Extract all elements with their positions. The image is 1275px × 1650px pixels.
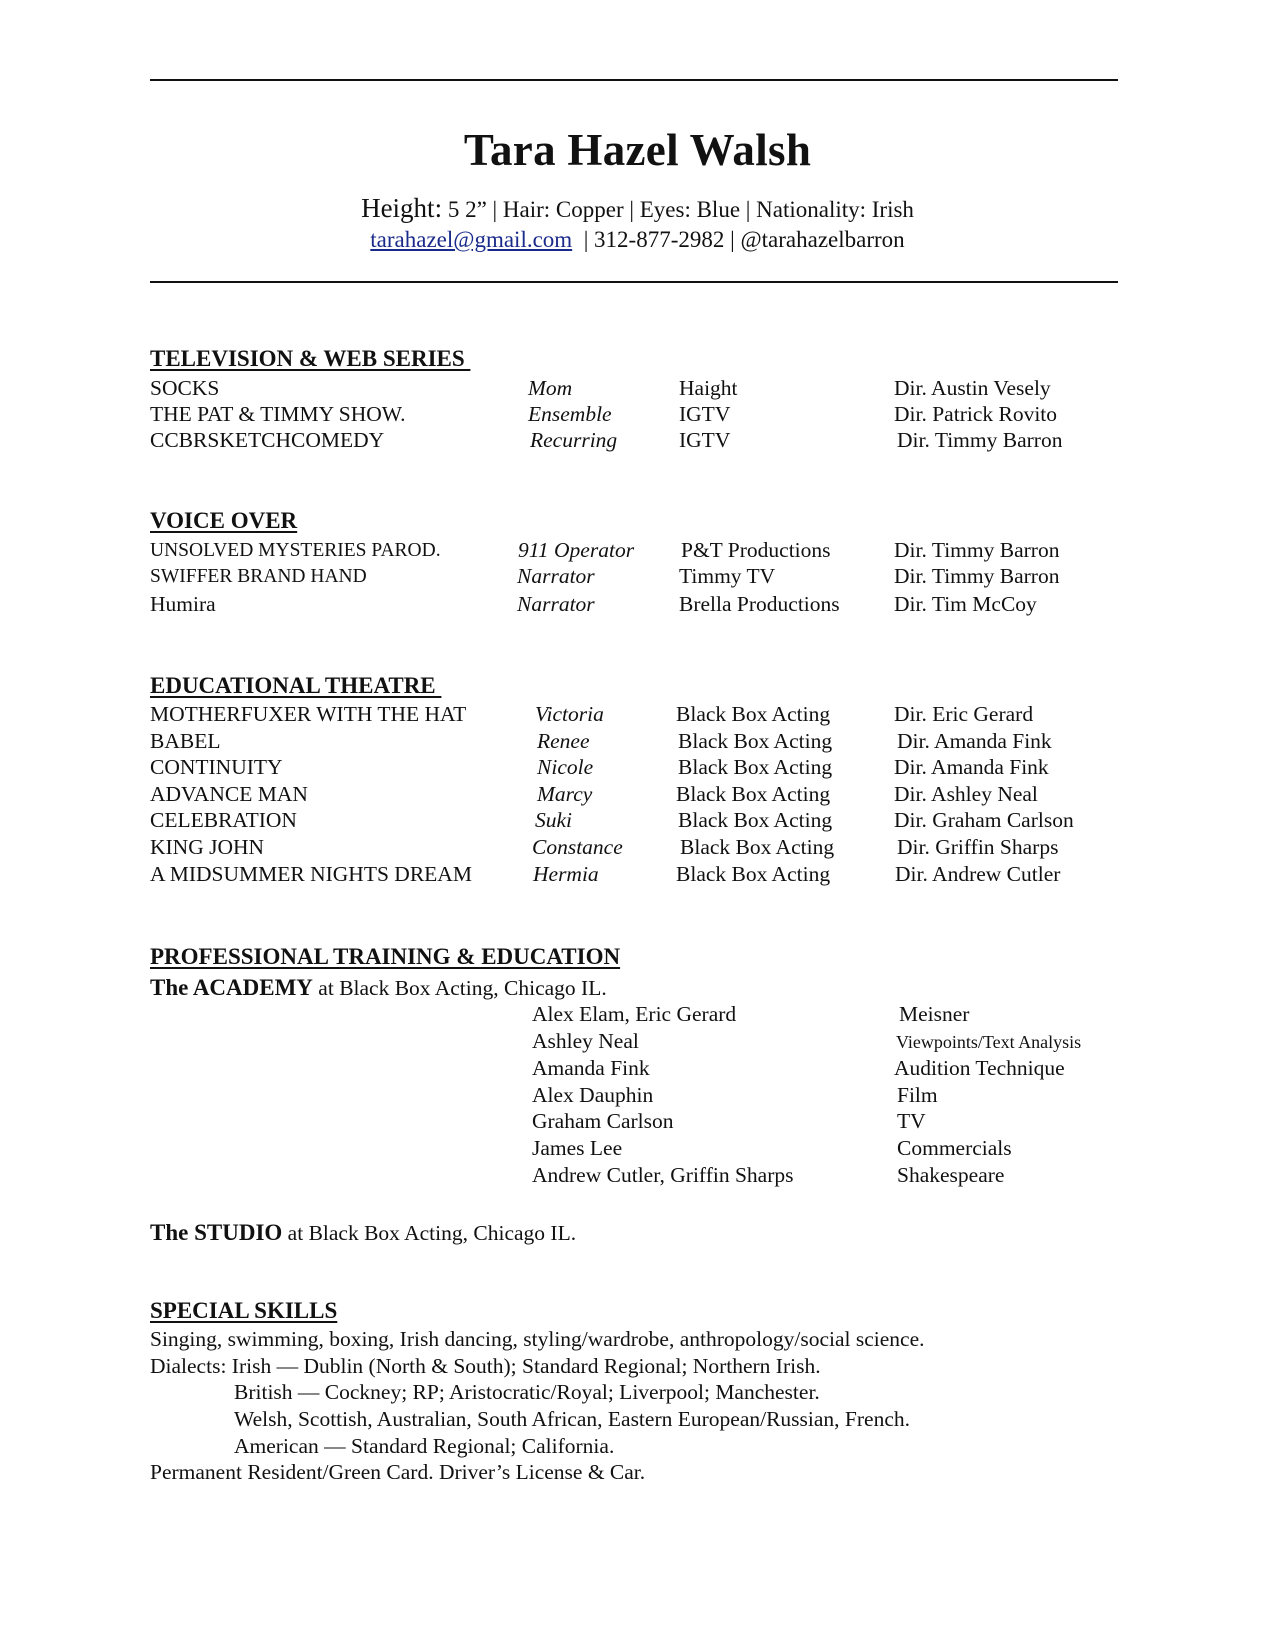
skills-line: Singing, swimming, boxing, Irish dancing, styling/wardrobe, anthropology/social science. — [150, 1327, 925, 1351]
training-teacher: Graham Carlson — [532, 1109, 674, 1133]
separator: | — [583, 227, 589, 252]
credit-role: Recurring — [530, 428, 618, 452]
skills-line: American — Standard Regional; California. — [234, 1434, 615, 1458]
training-teacher: Ashley Neal — [532, 1029, 639, 1053]
credit-role: Nicole — [537, 755, 594, 779]
training-subject: Meisner — [899, 1002, 970, 1026]
credit-role: Narrator — [517, 564, 595, 588]
credit-title: A MIDSUMMER NIGHTS DREAM — [150, 862, 472, 886]
skills-line: Permanent Resident/Green Card. Driver’s License & Car. — [150, 1460, 646, 1484]
studio-line — [150, 1221, 576, 1245]
academy-line — [150, 976, 607, 1000]
credit-role: Suki — [535, 808, 573, 832]
credit-company: P&T Productions — [681, 538, 831, 562]
credit-title: SOCKS — [150, 376, 220, 400]
top-rule — [150, 79, 1118, 81]
training-teacher: Andrew Cutler, Griffin Sharps — [532, 1163, 794, 1187]
skills-line: Welsh, Scottish, Australian, South African, Eastern European/Russian, French. — [234, 1407, 911, 1431]
separator: | — [745, 197, 751, 222]
hair-info: Hair: Copper — [502, 197, 624, 222]
credit-company: Black Box Acting — [678, 729, 833, 753]
credit-director: Dir. Ashley Neal — [894, 782, 1038, 806]
contact-info — [0, 227, 1275, 253]
credit-role: Marcy — [537, 782, 593, 806]
phone-number: 312-877-2982 — [594, 227, 725, 252]
credit-director: Dir. Griffin Sharps — [897, 835, 1059, 859]
television-heading: TELEVISION & WEB SERIES — [150, 346, 471, 371]
separator: | — [730, 227, 735, 252]
credit-role: 911 Operator — [518, 538, 635, 562]
credit-company: Black Box Acting — [676, 702, 831, 726]
credit-role: Mom — [528, 376, 573, 400]
credit-role: Constance — [532, 835, 623, 859]
credit-director: Dir. Austin Vesely — [894, 376, 1051, 400]
physical-stats — [0, 193, 1275, 224]
credit-director: Dir. Andrew Cutler — [895, 862, 1061, 886]
separator: | — [629, 197, 634, 222]
credit-company: Brella Productions — [679, 592, 840, 616]
training-heading: PROFESSIONAL TRAINING & EDUCATION — [150, 944, 621, 969]
credit-director: Dir. Eric Gerard — [894, 702, 1034, 726]
training-subject: TV — [897, 1109, 926, 1133]
credit-title: KING JOHN — [150, 835, 265, 859]
email-link[interactable]: tarahazel@gmail.com — [370, 227, 573, 252]
credit-company: Black Box Acting — [680, 835, 835, 859]
header-rule — [150, 281, 1118, 283]
height-label: Height: — [361, 193, 443, 223]
training-subject: Commercials — [897, 1136, 1012, 1160]
credit-company: IGTV — [679, 402, 731, 426]
credit-title: Humira — [150, 592, 216, 616]
credit-role: Renee — [537, 729, 590, 753]
voice-over-heading: VOICE OVER — [150, 508, 298, 533]
credit-company: Haight — [679, 376, 738, 400]
credit-role: Narrator — [517, 592, 595, 616]
academy-location: at Black Box Acting, Chicago IL. — [312, 976, 607, 1000]
credit-title: CELEBRATION — [150, 808, 297, 832]
credit-title: CCBRSKETCHCOMEDY — [150, 428, 385, 452]
credit-company: IGTV — [679, 428, 731, 452]
credit-director: Dir. Amanda Fink — [897, 729, 1052, 753]
nationality-info: Nationality: Irish — [756, 197, 914, 222]
credit-title: ADVANCE MAN — [150, 782, 308, 806]
credit-title: MOTHERFUXER WITH THE HAT — [150, 702, 467, 726]
credit-director: Dir. Timmy Barron — [897, 428, 1063, 452]
credit-director: Dir. Patrick Rovito — [894, 402, 1058, 426]
skills-line: Dialects: Irish — Dublin (North & South); Standard Regional; Northern Irish. — [150, 1354, 821, 1378]
credit-director: Dir. Amanda Fink — [894, 755, 1049, 779]
training-teacher: James Lee — [532, 1136, 623, 1160]
credit-role: Victoria — [535, 702, 604, 726]
credit-company: Black Box Acting — [676, 862, 831, 886]
credit-director: Dir. Timmy Barron — [894, 538, 1060, 562]
credit-director: Dir. Graham Carlson — [894, 808, 1074, 832]
actor-name: Tara Hazel Walsh — [463, 125, 812, 175]
credit-title: BABEL — [150, 729, 221, 753]
training-subject: Shakespeare — [897, 1163, 1005, 1187]
training-subject: Film — [897, 1083, 938, 1107]
credit-company: Black Box Acting — [676, 782, 831, 806]
skills-line: British — Cockney; RP; Aristocratic/Royal; Liverpool; Manchester. — [234, 1380, 820, 1404]
credit-director: Dir. Timmy Barron — [894, 564, 1060, 588]
separator: | — [492, 197, 498, 222]
training-subject: Audition Technique — [894, 1056, 1065, 1080]
credit-company: Black Box Acting — [678, 755, 833, 779]
studio-name: The STUDIO — [150, 1220, 283, 1245]
eyes-info: Eyes: Blue — [639, 197, 741, 222]
social-handle: @tarahazelbarron — [740, 227, 905, 252]
training-teacher: Amanda Fink — [532, 1056, 650, 1080]
educational-theatre-heading: EDUCATIONAL THEATRE — [150, 673, 442, 698]
credit-director: Dir. Tim McCoy — [894, 592, 1037, 616]
height-value: 5 2” — [447, 197, 487, 222]
training-teacher: Alex Elam, Eric Gerard — [532, 1002, 737, 1026]
credit-role: Ensemble — [528, 402, 612, 426]
training-teacher: Alex Dauphin — [532, 1083, 654, 1107]
credit-title: UNSOLVED MYSTERIES PAROD. — [150, 540, 441, 561]
credit-company: Black Box Acting — [678, 808, 833, 832]
credit-title: CONTINUITY — [150, 755, 283, 779]
credit-company: Timmy TV — [679, 564, 776, 588]
credit-title: THE PAT & TIMMY SHOW. — [150, 402, 406, 426]
studio-location: at Black Box Acting, Chicago IL. — [282, 1221, 577, 1245]
credit-title: SWIFFER BRAND HAND — [150, 566, 367, 587]
skills-heading: SPECIAL SKILLS — [150, 1298, 338, 1323]
training-subject: Viewpoints/Text Analysis — [896, 1032, 1082, 1052]
credit-role: Hermia — [533, 862, 599, 886]
academy-name: The ACADEMY — [150, 975, 313, 1000]
